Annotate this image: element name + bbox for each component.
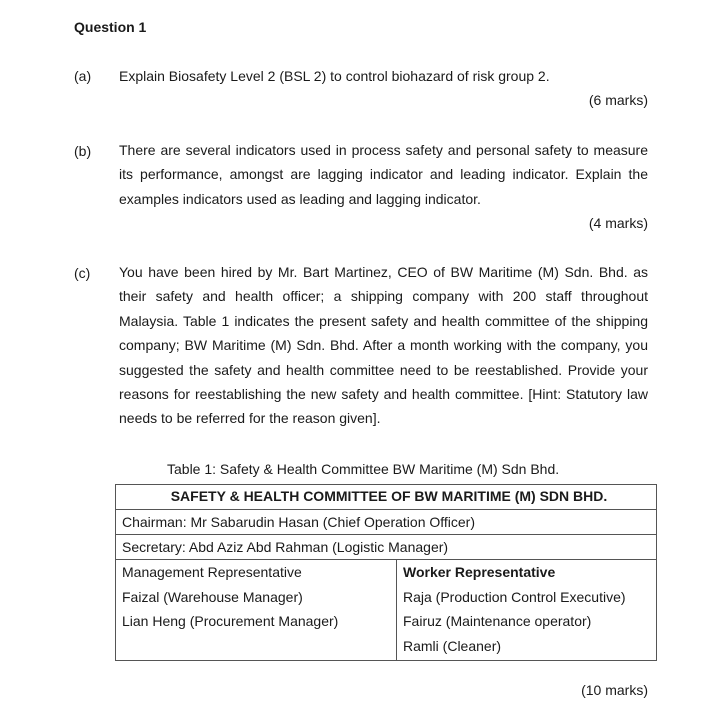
management-heading: Management Representative	[122, 564, 302, 580]
management-member: Faizal (Warehouse Manager)	[122, 588, 303, 605]
management-member: Lian Heng (Procurement Manager)	[122, 613, 339, 629]
worker-heading: Worker Representative	[403, 564, 556, 580]
part-b-marks: (4 marks)	[588, 215, 648, 231]
part-b-label: (b)	[74, 143, 92, 159]
worker-member: Raja (Production Control Executive)	[403, 588, 626, 605]
part-a-text: Explain Biosafety Level 2 (BSL 2) to control biohazard of risk group 2.	[119, 68, 550, 84]
part-b-text: There are several indicators used in process safety and personal safety to measure its performance, amongst are lagging indicator and leading indicator. Explain the examples indicators used as leading and lagging indicator.	[119, 142, 648, 207]
table-header: SAFETY & HEALTH COMMITTEE OF BW MARITIME (M) SDN BHD.	[116, 485, 657, 510]
chairman-row: Chairman: Mr Sabarudin Hasan (Chief Operation Officer)	[116, 510, 657, 535]
question-title: Question 1	[74, 19, 147, 35]
management-column	[116, 560, 397, 661]
table-caption: Table 1: Safety & Health Committee BW Maritime (M) Sdn Bhd.	[167, 461, 560, 477]
committee-table	[115, 484, 657, 661]
worker-member: Ramli (Cleaner)	[403, 637, 502, 654]
part-c-label: (c)	[74, 265, 91, 281]
part-a-marks: (6 marks)	[588, 92, 648, 108]
part-c-text: You have been hired by Mr. Bart Martinez, CEO of BW Maritime (M) Sdn. Bhd. as their safety and health officer; a shipping company with 200 staff throughout Malaysia. Table 1 indicates the present safety and health committee of the shipping company; BW Maritime (M) Sdn. Bhd. After a month working with the company, you suggested the safety and health committee need to be reestablished. Provide your reasons for reestablishing the new safety and health committee. [Hint: Statutory law needs to be referred for the reason given].	[119, 264, 648, 427]
part-a-label: (a)	[74, 68, 92, 84]
worker-column	[397, 560, 657, 661]
part-c-marks: (10 marks)	[581, 682, 648, 698]
secretary-row: Secretary: Abd Aziz Abd Rahman (Logistic Manager)	[116, 535, 657, 560]
worker-member: Fairuz (Maintenance operator)	[403, 613, 592, 629]
